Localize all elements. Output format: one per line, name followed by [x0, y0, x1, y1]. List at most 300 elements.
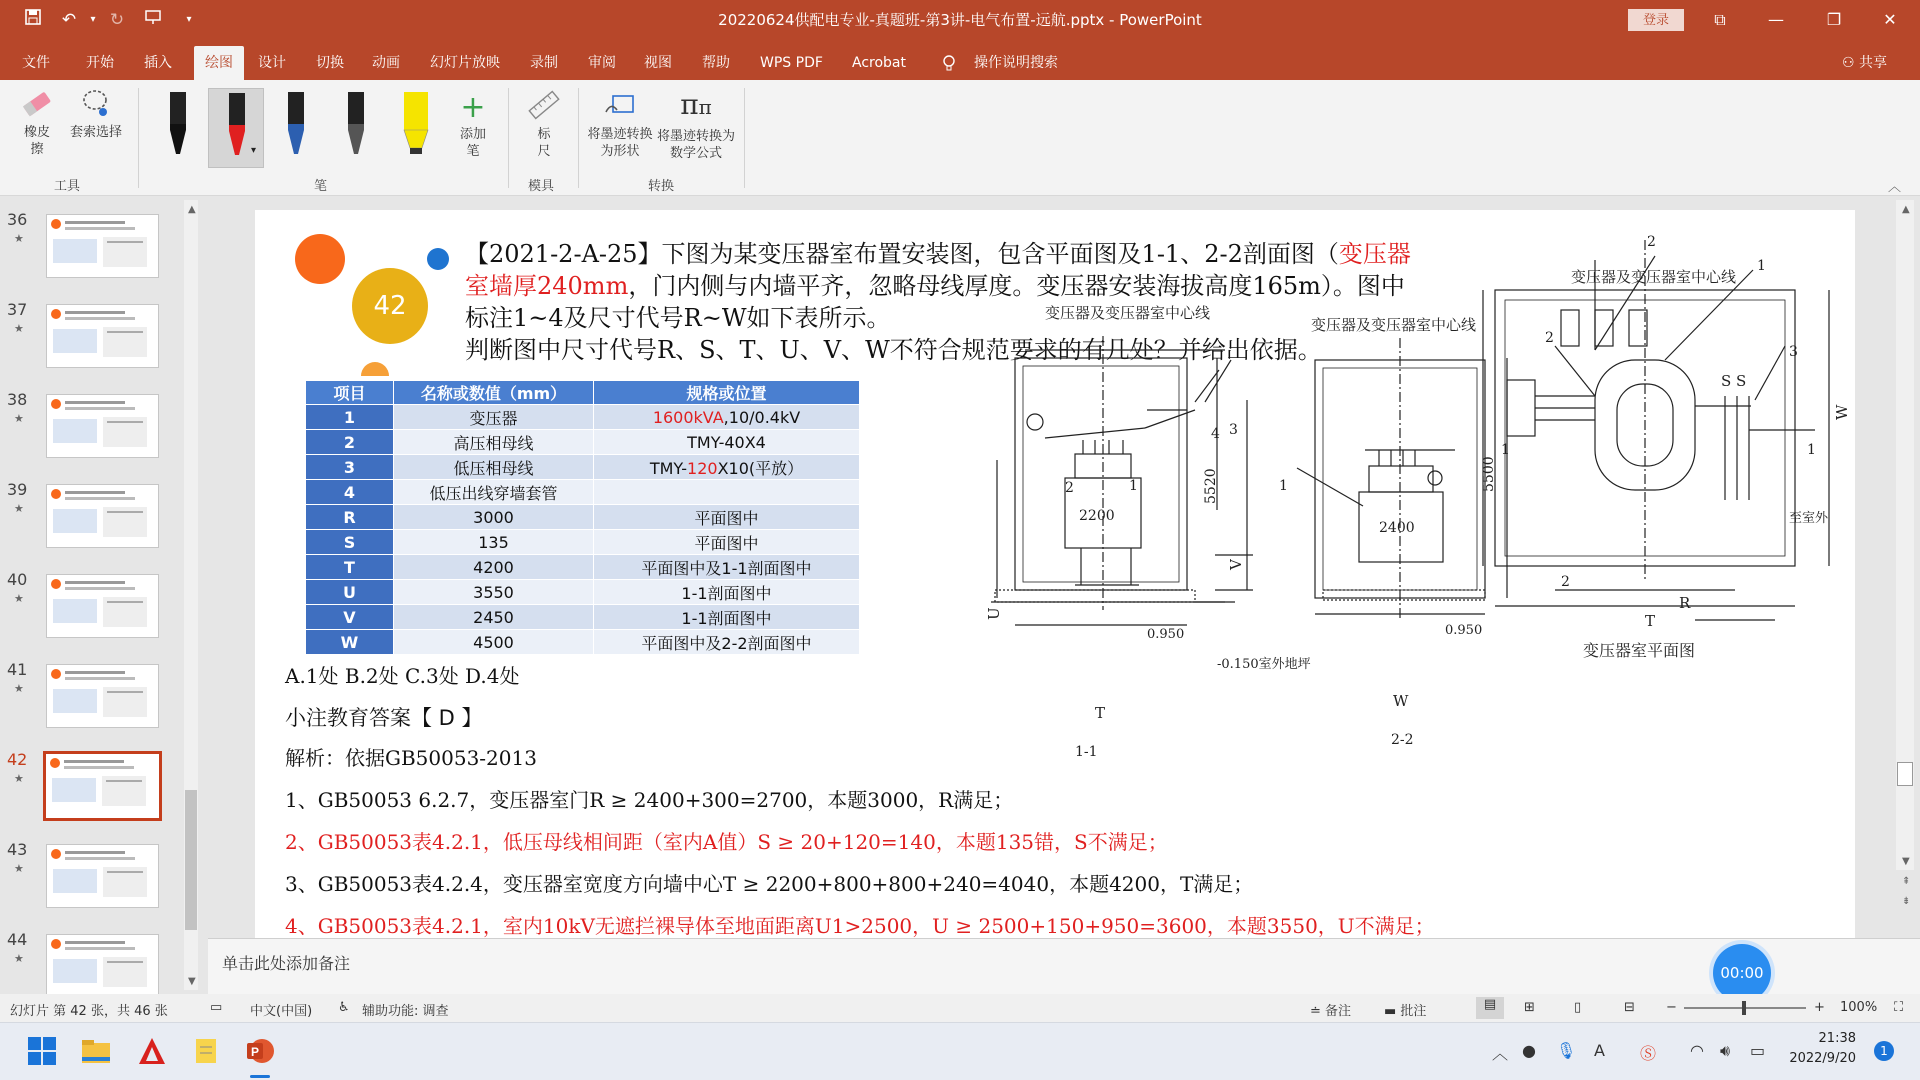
slide-number: 41 [7, 660, 28, 679]
thumbnail-content [65, 401, 125, 404]
slide-number: 39 [7, 480, 28, 499]
pen-blue[interactable] [268, 88, 324, 168]
highlighter-icon [388, 88, 444, 164]
language-indicator[interactable]: 中文(中国) [250, 1004, 313, 1019]
table-header: 项目 [306, 381, 394, 405]
person-icon: ⚇ [1842, 55, 1860, 71]
callout-number: 1 [1757, 258, 1766, 274]
slide-number: 38 [7, 390, 28, 409]
slideshow-view-icon[interactable]: ⊟ [1624, 1000, 1635, 1015]
dimension-letter: V [1227, 559, 1245, 570]
animation-star-icon: ★ [14, 412, 24, 425]
answer-options: A.1处 B.2处 C.3处 D.4处 [285, 664, 520, 688]
question-line-3: 标注1~4及尺寸代号R~W如下表所示。 [465, 304, 891, 332]
thumbnail-content [65, 317, 135, 320]
clock-date[interactable]: 2022/9/20 [1789, 1051, 1856, 1066]
eraser-label: 橡皮擦 [23, 125, 50, 157]
thumbnail-content [51, 489, 61, 499]
slide-number: 43 [7, 840, 28, 859]
centerline-label: 变压器及变压器室中心线 [1311, 316, 1477, 334]
thumbnail-content [53, 689, 97, 713]
pen-icon [150, 88, 206, 164]
group-label-convert: 转换 [648, 179, 675, 194]
ink-to-shape-icon [603, 88, 637, 122]
ink-to-shape-button[interactable] [586, 88, 654, 160]
table-cell: 135 [394, 530, 594, 555]
table-cell: 1 [306, 405, 394, 430]
notification-badge[interactable]: 1 [1874, 1041, 1894, 1061]
group-label-stencils: 模具 [528, 179, 555, 194]
scroll-up-icon[interactable]: ▲ [188, 204, 196, 215]
table-cell: 4 [306, 480, 394, 505]
powerpoint-logo [244, 1035, 276, 1067]
table-cell: 1600kVA,10/0.4kV [594, 405, 860, 430]
thumbnail-content [50, 758, 60, 768]
tab-acrobat[interactable]: Acrobat [852, 55, 906, 71]
table-cell: 变压器 [394, 405, 594, 430]
acrobat-logo [136, 1035, 168, 1067]
question-text-segment: ，门内侧与内墙平齐，忽略母线厚度。变压器安装海拔高度165m）。图中 [628, 272, 1405, 300]
redo-icon[interactable]: ↻ [109, 10, 125, 30]
dimension-label: 2400 [1379, 520, 1415, 536]
table-cell: TMY-40X4 [594, 430, 860, 455]
ribbon-draw [0, 80, 1920, 196]
table-cell: 平面图中及1-1剖面图中 [594, 555, 860, 580]
ribbon-tabs [0, 40, 1920, 80]
thumbnail-content [53, 869, 97, 893]
animation-star-icon: ★ [14, 232, 24, 245]
thumbnail-content [52, 778, 96, 802]
decor-circle-orange-small [361, 362, 389, 376]
decor-circle-blue [427, 248, 449, 270]
highlight-text: 120 [687, 458, 718, 478]
animation-star-icon: ★ [14, 682, 24, 695]
undo-icon[interactable]: ↶ [61, 10, 77, 30]
table-cell: S [306, 530, 394, 555]
tab-wps-pdf[interactable]: WPS PDF [760, 55, 823, 71]
add-pen-label: 添加笔 [459, 127, 486, 159]
table-header: 名称或数值（mm） [394, 381, 594, 405]
chevron-down-icon[interactable]: ▾ [251, 145, 257, 156]
notes-icon: ≐ [1310, 1004, 1326, 1019]
thumbnail-content [65, 227, 135, 230]
folder-icon [80, 1035, 112, 1067]
question-highlight: 室墙厚240mm [465, 272, 629, 300]
explanation-line: 2、GB50053表4.2.1，低压母线相间距（室内A值）S ≥ 20+120=140，本题135错，S不满足； [285, 830, 1168, 854]
table-cell [594, 480, 860, 505]
more-icon[interactable]: ▾ [186, 14, 192, 25]
lasso-select-button[interactable] [64, 88, 128, 141]
minimize-icon[interactable]: — [1768, 10, 1784, 29]
decor-circle-orange [295, 234, 345, 284]
table-cell: R [306, 505, 394, 530]
table-cell: 3 [306, 455, 394, 480]
dimension-letter: T [1095, 704, 1106, 722]
fit-to-window-icon[interactable]: ⛶ [1894, 1000, 1904, 1015]
plus-icon: + [460, 90, 486, 125]
thumbnail-content [53, 329, 97, 353]
highlight-text: 1600kVA [652, 407, 724, 427]
table-row [306, 555, 860, 580]
thumbnail-content [64, 760, 124, 763]
ruler-label: 标尺 [537, 127, 551, 159]
tab-draw[interactable]: 绘图 [194, 46, 244, 80]
section-2-2-lines [1297, 338, 1507, 620]
window-title: 20220624供配电专业-真题班-第3讲-电气布置-远航.pptx - PowerPoint [718, 11, 1202, 29]
question-highlight: 变压器 [1338, 240, 1411, 268]
animation-star-icon: ★ [14, 592, 24, 605]
callout-number: 4 [1211, 426, 1220, 442]
thumbnail-content [53, 599, 97, 623]
windows-start-icon[interactable] [26, 1035, 58, 1067]
table-header: 规格或位置 [594, 381, 860, 405]
tab-insert[interactable]: 插入 [144, 55, 172, 71]
lasso-icon [79, 88, 113, 120]
powerpoint-taskbar-icon[interactable] [244, 1035, 276, 1067]
callout-number: 3 [1789, 344, 1798, 360]
ribbon-display-icon[interactable]: ⧉ [1714, 10, 1726, 29]
centerline-label: 变压器及变压器室中心线 [1045, 304, 1211, 322]
dimension-letter: U [985, 607, 1003, 620]
group-separator [744, 88, 745, 188]
present-icon-svg [144, 8, 162, 26]
slide-thumbnail[interactable] [46, 484, 159, 548]
pen-black[interactable] [150, 88, 206, 168]
table-row [306, 530, 860, 555]
slide-number: 40 [7, 570, 28, 589]
tab-home[interactable]: 开始 [86, 55, 114, 71]
question-number-badge: 42 [352, 268, 428, 344]
table-cell: 平面图中 [594, 505, 860, 530]
animation-star-icon: ★ [14, 322, 24, 335]
dimension-label: 5520 [1203, 468, 1219, 504]
slide-thumbnail[interactable] [46, 934, 159, 998]
collapse-ribbon-icon[interactable]: ︿ [1888, 180, 1902, 195]
slide-thumbnail[interactable] [46, 214, 159, 278]
save-icon[interactable] [20, 8, 46, 32]
table-cell: T [306, 555, 394, 580]
dimension-label: 5500 [1481, 456, 1497, 492]
tell-me-search[interactable]: 操作说明搜索 [974, 55, 1058, 71]
dimension-letter: R [1679, 594, 1691, 612]
callout-number: 1 [1279, 478, 1288, 494]
table-cell: 1-1剖面图中 [594, 580, 860, 605]
table-row [306, 405, 860, 430]
table-cell: V [306, 605, 394, 630]
previous-slide-icon[interactable]: ⇞ [1902, 876, 1911, 887]
present-icon[interactable] [140, 8, 166, 32]
file-explorer-icon[interactable] [80, 1035, 112, 1067]
pen-icon [328, 88, 384, 164]
pen-icon [268, 88, 324, 164]
dimension-letter: T [1645, 612, 1656, 630]
notes-btn-label: 备注 [1325, 1004, 1352, 1019]
tab-help[interactable]: 帮助 [702, 55, 730, 71]
thumbnail-content [65, 581, 125, 584]
table-row [306, 605, 860, 630]
share-label: 共享 [1859, 55, 1888, 71]
table-cell: 低压相母线 [394, 455, 594, 480]
eraser-button[interactable] [14, 88, 60, 158]
section-label: 2-2 [1391, 732, 1414, 748]
plan-view-lines [1483, 240, 1829, 620]
recording-timer[interactable]: 00:00 [1713, 944, 1771, 1002]
animation-star-icon: ★ [14, 952, 24, 965]
animation-star-icon: ★ [14, 502, 24, 515]
explanation-line: 3、GB50053表4.2.4，变压器室宽度方向墙中心T ≥ 2200+800+800+240=4040，本题4200，T满足； [285, 872, 1254, 896]
thumbnail-content [107, 601, 143, 603]
thumbnail-content [107, 961, 143, 963]
accessibility-icon: ♿ [338, 1000, 350, 1015]
windows-taskbar [0, 1022, 1920, 1080]
table-cell: 平面图中 [594, 530, 860, 555]
callout-number: 2 [1545, 330, 1554, 346]
question-line-4: 判断图中尺寸代号R、S、T、U、V、W不符合规范要求的有几处？并给出依据。 [465, 336, 1322, 364]
slide-thumbnail[interactable] [46, 574, 159, 638]
notes-placeholder[interactable]: 单击此处添加备注 [222, 954, 351, 973]
zoom-slider-thumb[interactable] [1742, 1001, 1746, 1015]
tab-slideshow[interactable]: 幻灯片放映 [430, 55, 500, 71]
spellcheck-icon[interactable]: ▭ [210, 1000, 223, 1015]
cut-marker: 2 [1561, 574, 1570, 590]
save-icon-svg [24, 8, 42, 26]
thumbnail-content [65, 407, 135, 410]
tab-animations[interactable]: 动画 [372, 55, 400, 71]
thumbnail-content [51, 579, 61, 589]
group-separator [578, 88, 579, 188]
thumbnail-content [64, 766, 134, 769]
slide-number: 36 [7, 210, 28, 229]
dimension-letter: W [1833, 404, 1851, 420]
thumbnail-content [65, 941, 125, 944]
tab-view[interactable]: 视图 [644, 55, 672, 71]
cut-marker: 1 [1807, 442, 1816, 458]
thumbnail-content [107, 331, 143, 333]
dimension-letter: S S [1721, 372, 1747, 390]
centerline-label: 变压器及变压器室中心线 [1571, 268, 1737, 286]
scroll-down-icon[interactable]: ▼ [188, 976, 196, 987]
highlighter-yellow[interactable] [388, 88, 444, 168]
transformer-room-drawing [895, 210, 1855, 770]
spec-table [305, 380, 860, 655]
cut-marker: 1 [1501, 442, 1510, 458]
table-cell: 低压出线穿墙套管 [394, 480, 594, 505]
close-icon[interactable]: ✕ [1883, 10, 1897, 29]
slide-number: 44 [7, 930, 28, 949]
status-bar [0, 994, 1920, 1022]
thumbnail-content [65, 311, 125, 314]
section-label: 1-1 [1075, 744, 1098, 760]
slide-number: 37 [7, 300, 28, 319]
pen-red[interactable] [208, 88, 264, 168]
lightbulb-icon[interactable] [936, 46, 962, 80]
thumbnail-content [51, 939, 61, 949]
thumbnail-content [65, 587, 135, 590]
notes-button[interactable] [1310, 1000, 1351, 1019]
active-app-indicator [250, 1075, 270, 1078]
scroll-down-icon[interactable]: ▼ [1902, 856, 1910, 867]
thumbnail-content [65, 851, 125, 854]
table-cell: 4500 [394, 630, 594, 655]
group-label-tools: 工具 [54, 179, 81, 194]
pi-icon: ππ [680, 88, 712, 121]
thumbnail-content [51, 309, 61, 319]
scroll-up-icon[interactable]: ▲ [1902, 204, 1910, 215]
tab-review[interactable]: 审阅 [588, 55, 616, 71]
callout-number: 1 [1129, 478, 1138, 494]
lasso-label: 套索选择 [69, 125, 122, 140]
zoom-in-icon[interactable]: + [1814, 1000, 1825, 1015]
svg-text:P: P [251, 1045, 260, 1059]
pen-icon [209, 89, 265, 165]
slide-thumbnail[interactable] [46, 664, 159, 728]
table-cell: TMY-120X10(平放） [594, 455, 860, 480]
thumbnail-content [65, 497, 135, 500]
question-text-segment: 【2021-2-A-25】下图为某变压器室布置安装图，包含平面图及1-1、2-2剖面图（ [465, 240, 1339, 268]
thumbnail-content [107, 421, 143, 423]
thumbnail-content [53, 239, 97, 263]
thumbnail-content [107, 241, 143, 243]
slide-counter: 幻灯片 第 42 张，共 46 张 [10, 1004, 168, 1019]
slide-scroll-thumb[interactable] [1897, 762, 1913, 786]
thumbnail-content [106, 780, 142, 782]
thumbnail-scroll-thumb[interactable] [185, 790, 197, 930]
tab-file[interactable]: 文件 [22, 55, 50, 71]
slide-number: 42 [7, 750, 28, 769]
undo-dropdown-icon[interactable]: ▾ [90, 14, 96, 25]
slide-canvas[interactable] [255, 210, 1855, 938]
slide-thumbnail[interactable] [46, 304, 159, 368]
slide-sorter-icon[interactable]: ⊞ [1524, 1000, 1535, 1015]
table-row [306, 430, 860, 455]
ink-to-math-button[interactable] [656, 88, 736, 162]
group-label-pens: 笔 [314, 179, 328, 194]
slide-thumbnail[interactable] [46, 844, 159, 908]
notes-pane[interactable] [208, 938, 1920, 994]
slide-thumbnail-pane [0, 196, 208, 994]
volume-icon[interactable]: 🔊︎ [1720, 1041, 1731, 1060]
clock-time[interactable]: 21:38 [1818, 1031, 1856, 1046]
callout-number: 2 [1065, 480, 1074, 496]
table-row [306, 630, 860, 655]
battery-icon[interactable]: ▭ [1750, 1041, 1766, 1060]
table-row [306, 455, 860, 480]
thumbnail-content [53, 419, 97, 443]
table-cell: 3550 [394, 580, 594, 605]
dimension-label: 2200 [1079, 508, 1115, 524]
thumbnail-content [53, 959, 97, 983]
wifi-icon[interactable]: ◠ [1690, 1041, 1704, 1060]
pen-gray[interactable] [328, 88, 384, 168]
comment-icon: ▬ [1384, 1004, 1401, 1019]
slide-thumbnail[interactable] [43, 751, 162, 821]
explanation-line: 解析：依据GB50053-2013 [285, 746, 537, 770]
elevation-label: 0.950 [1147, 627, 1185, 642]
eraser-icon [20, 88, 54, 120]
table-cell: W [306, 630, 394, 655]
notepad-icon [190, 1035, 222, 1067]
microphone-icon[interactable]: 🎙︎ [1556, 1041, 1577, 1060]
cut-marker: 2 [1647, 234, 1656, 250]
explanation-line: 1、GB50053 6.2.7，变压器室门R ≥ 2400+300=2700，本题3000，R满足； [285, 788, 1014, 812]
zoom-out-icon[interactable]: − [1666, 1000, 1677, 1015]
tab-design[interactable]: 设计 [258, 55, 286, 71]
reading-view-icon[interactable]: ▯ [1574, 1000, 1582, 1015]
table-row [306, 580, 860, 605]
comments-button[interactable] [1384, 1000, 1426, 1019]
share-button[interactable] [1836, 46, 1893, 80]
thumbnail-content [107, 691, 143, 693]
next-slide-icon[interactable]: ⇟ [1902, 896, 1911, 907]
elevation-label: 0.950 [1445, 623, 1483, 638]
notes-app-icon[interactable] [190, 1035, 222, 1067]
dimension-letter: W [1393, 692, 1409, 710]
tab-record[interactable]: 录制 [530, 55, 558, 71]
elevation-label: -0.150室外地坪 [1217, 657, 1311, 672]
ink-to-shape-label: 将墨迹转换为形状 [587, 127, 653, 159]
thumbnail-content [107, 871, 143, 873]
ink-to-math-label: 将墨迹转换为数学公式 [657, 129, 736, 161]
thumbnail-content [65, 671, 125, 674]
thumbnail-content [51, 849, 61, 859]
explanation-line: 4、GB50053表4.2.1，室内10kV无遮拦裸导体至地面距离U1>2500，U ≥ 2500+150+950=3600，本题3550，U不满足； [285, 914, 1435, 938]
acrobat-icon[interactable] [136, 1035, 168, 1067]
group-separator [138, 88, 139, 188]
group-separator [508, 88, 509, 188]
ruler-button[interactable] [522, 88, 566, 160]
comments-btn-label: 批注 [1400, 1004, 1427, 1019]
slide-thumbnail[interactable] [46, 394, 159, 458]
windows-logo [26, 1035, 58, 1067]
answer-text: 小注教育答案【 D 】 [285, 706, 483, 730]
table-row [306, 505, 860, 530]
tray-expand-icon[interactable]: ︿ [1492, 1044, 1509, 1063]
thumbnail-content [65, 857, 135, 860]
table-cell: 3000 [394, 505, 594, 530]
thumbnail-content [51, 219, 61, 229]
animation-star-icon: ★ [14, 772, 24, 785]
accessibility-status[interactable]: 辅助功能: 调查 [362, 1004, 449, 1019]
maximize-icon[interactable]: ❐ [1826, 10, 1842, 29]
table-cell: U [306, 580, 394, 605]
table-row [306, 480, 860, 505]
direction-label: 至室外 [1789, 511, 1829, 526]
table-cell: 2450 [394, 605, 594, 630]
plan-title: 变压器室平面图 [1583, 641, 1696, 660]
add-pen-button[interactable] [450, 90, 496, 160]
thumbnail-content [65, 491, 125, 494]
thumbnail-content [51, 399, 61, 409]
table-cell: 4200 [394, 555, 594, 580]
zoom-level[interactable]: 100% [1840, 1000, 1878, 1015]
lightbulb-icon-svg [942, 54, 956, 72]
qq-icon[interactable]: ● [1522, 1041, 1536, 1060]
thumbnail-content [65, 677, 135, 680]
tab-transitions[interactable]: 切换 [316, 55, 344, 71]
table-header-row [306, 381, 860, 405]
wps-tray-icon[interactable]: Ⓢ [1640, 1044, 1657, 1063]
input-method-icon[interactable]: A [1594, 1041, 1605, 1060]
ruler-icon [527, 88, 561, 122]
animation-star-icon: ★ [14, 862, 24, 875]
title-bar [0, 0, 1920, 40]
thumbnail-content [65, 221, 125, 224]
thumbnail-content [53, 509, 97, 533]
table-cell: 高压相母线 [394, 430, 594, 455]
table-cell: 1-1剖面图中 [594, 605, 860, 630]
login-button[interactable]: 登录 [1628, 9, 1684, 31]
normal-view-icon[interactable]: ▤ [1476, 997, 1504, 1019]
